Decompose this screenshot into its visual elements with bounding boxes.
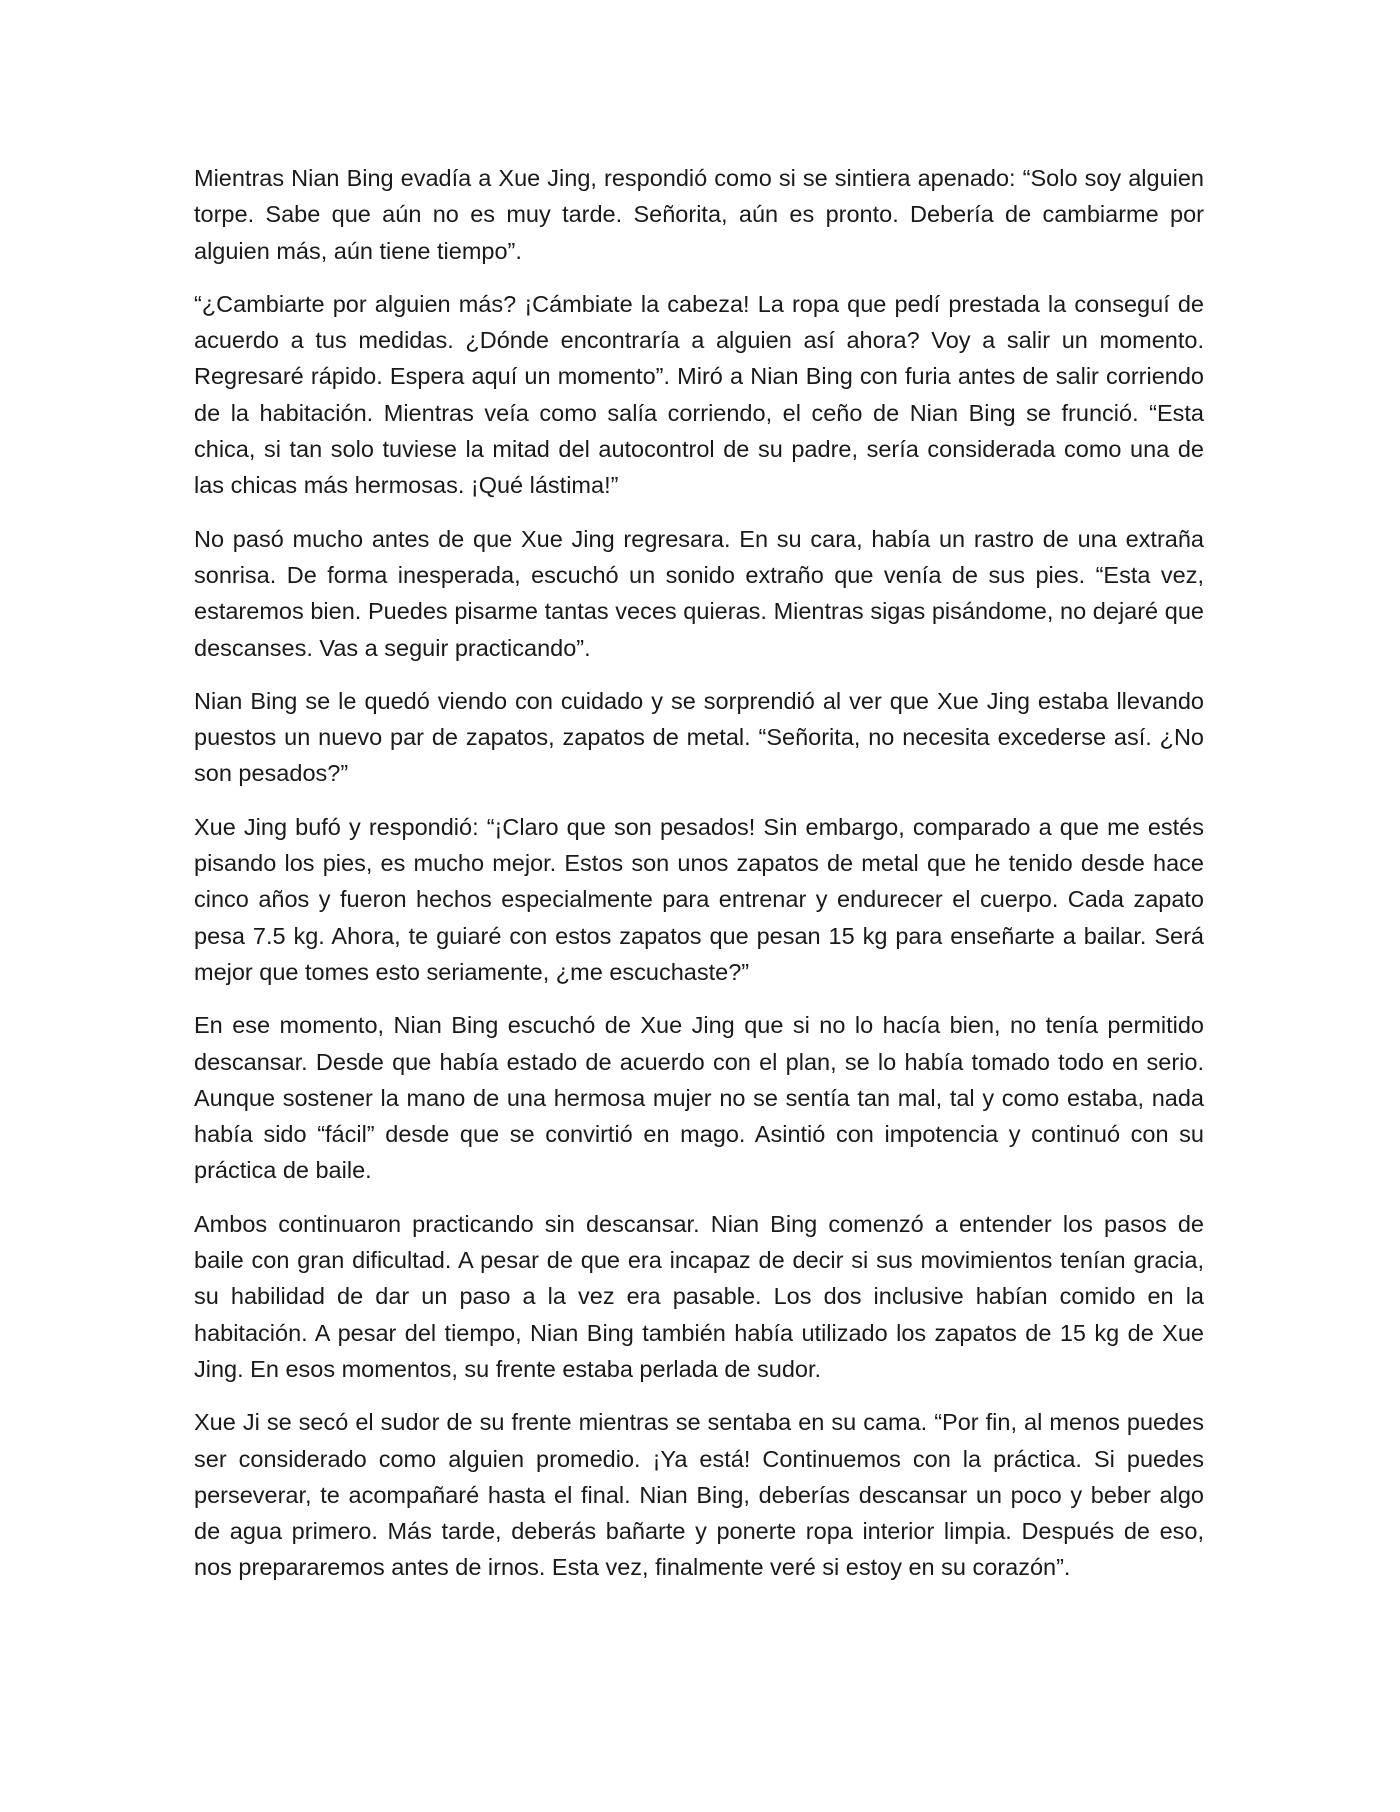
paragraph-6: En ese momento, Nian Bing escuchó de Xue Jing que si no lo hacía bien, no tenía permitido descansar. Desde que había estado de acuerdo con el plan, se lo había tomado todo en serio. Aunque sostener la mano de una hermosa mujer no se sentía tan mal, tal y como estaba, nada había sido “fácil” desde que se convirtió en mago. Asintió con impotencia y continuó con su práctica de baile. bbox=[194, 1012, 1204, 1184]
paragraph-1: Mientras Nian Bing evadía a Xue Jing, respondió como si se sintiera apenado: “Solo soy alguien torpe. Sabe que aún no es muy tarde. Señorita, aún es pronto. Debería de cambiarme por alguien más, aún tiene tiempo”. bbox=[194, 165, 1204, 264]
document-body bbox=[194, 160, 1204, 1603]
paragraph-2: “¿Cambiarte por alguien más? ¡Cámbiate la cabeza! La ropa que pedí prestada la conseguí de acuerdo a tus medidas. ¿Dónde encontraría a alguien así ahora? Voy a salir un momento. Regresaré rápido. Espera aquí un momento”. Miró a Nian Bing con furia antes de salir corriendo de la habitación. Mientras veía como salía corriendo, el ceño de Nian Bing se frunció. “Esta chica, si tan solo tuviese la mitad del autocontrol de su padre, sería considerada como una de las chicas más hermosas. ¡Qué lástima!” bbox=[194, 290, 1204, 499]
paragraph-3: No pasó mucho antes de que Xue Jing regresara. En su cara, había un rastro de una extraña sonrisa. De forma inesperada, escuchó un sonido extraño que venía de sus pies. “Esta vez, estaremos bien. Puedes pisarme tantas veces quieras. Mientras sigas pisándome, no dejaré que descanses. Vas a seguir practicando”. bbox=[194, 525, 1204, 661]
paragraph-4: Nian Bing se le quedó viendo con cuidado y se sorprendió al ver que Xue Jing estaba llevando puestos un nuevo par de zapatos, zapatos de metal. “Señorita, no necesita excederse así. ¿No son pesados?” bbox=[194, 687, 1204, 787]
paragraph-5: Xue Jing bufó y respondió: “¡Claro que son pesados! Sin embargo, comparado a que me estés pisando los pies, es mucho mejor. Estos son unos zapatos de metal que he tenido desde hace cinco años y fueron hechos especialmente para entrenar y endurecer el cuerpo. Cada zapato pesa 7.5 kg. Ahora, te guiaré con estos zapatos que pesan 15 kg para enseñarte a bailar. Será mejor que tomes esto seriamente, ¿me escuchaste?” bbox=[194, 813, 1204, 985]
paragraph-7: Ambos continuaron practicando sin descansar. Nian Bing comenzó a entender los pasos de baile con gran dificultad. A pesar de que era incapaz de decir si sus movimientos tenían gracia, su habilidad de dar un paso a la vez era pasable. Los dos inclusive habían comido en la habitación. A pesar del tiempo, Nian Bing también había utilizado los zapatos de 15 kg de Xue Jing. En esos momentos, su frente estaba perlada de sudor. bbox=[194, 1210, 1204, 1382]
paragraph-8: Xue Ji se secó el sudor de su frente mientras se sentaba en su cama. “Por fin, al menos puedes ser considerado como alguien promedio. ¡Ya está! Continuemos con la práctica. Si puedes perseverar, te acompañaré hasta el final. Nian Bing, deberías descansar un poco y beber algo de agua primero. Más tarde, deberás bañarte y ponerte ropa interior limpia. Después de eso, nos prepararemos antes de irnos. Esta vez, finalmente veré si estoy en su corazón”. bbox=[194, 1409, 1204, 1581]
